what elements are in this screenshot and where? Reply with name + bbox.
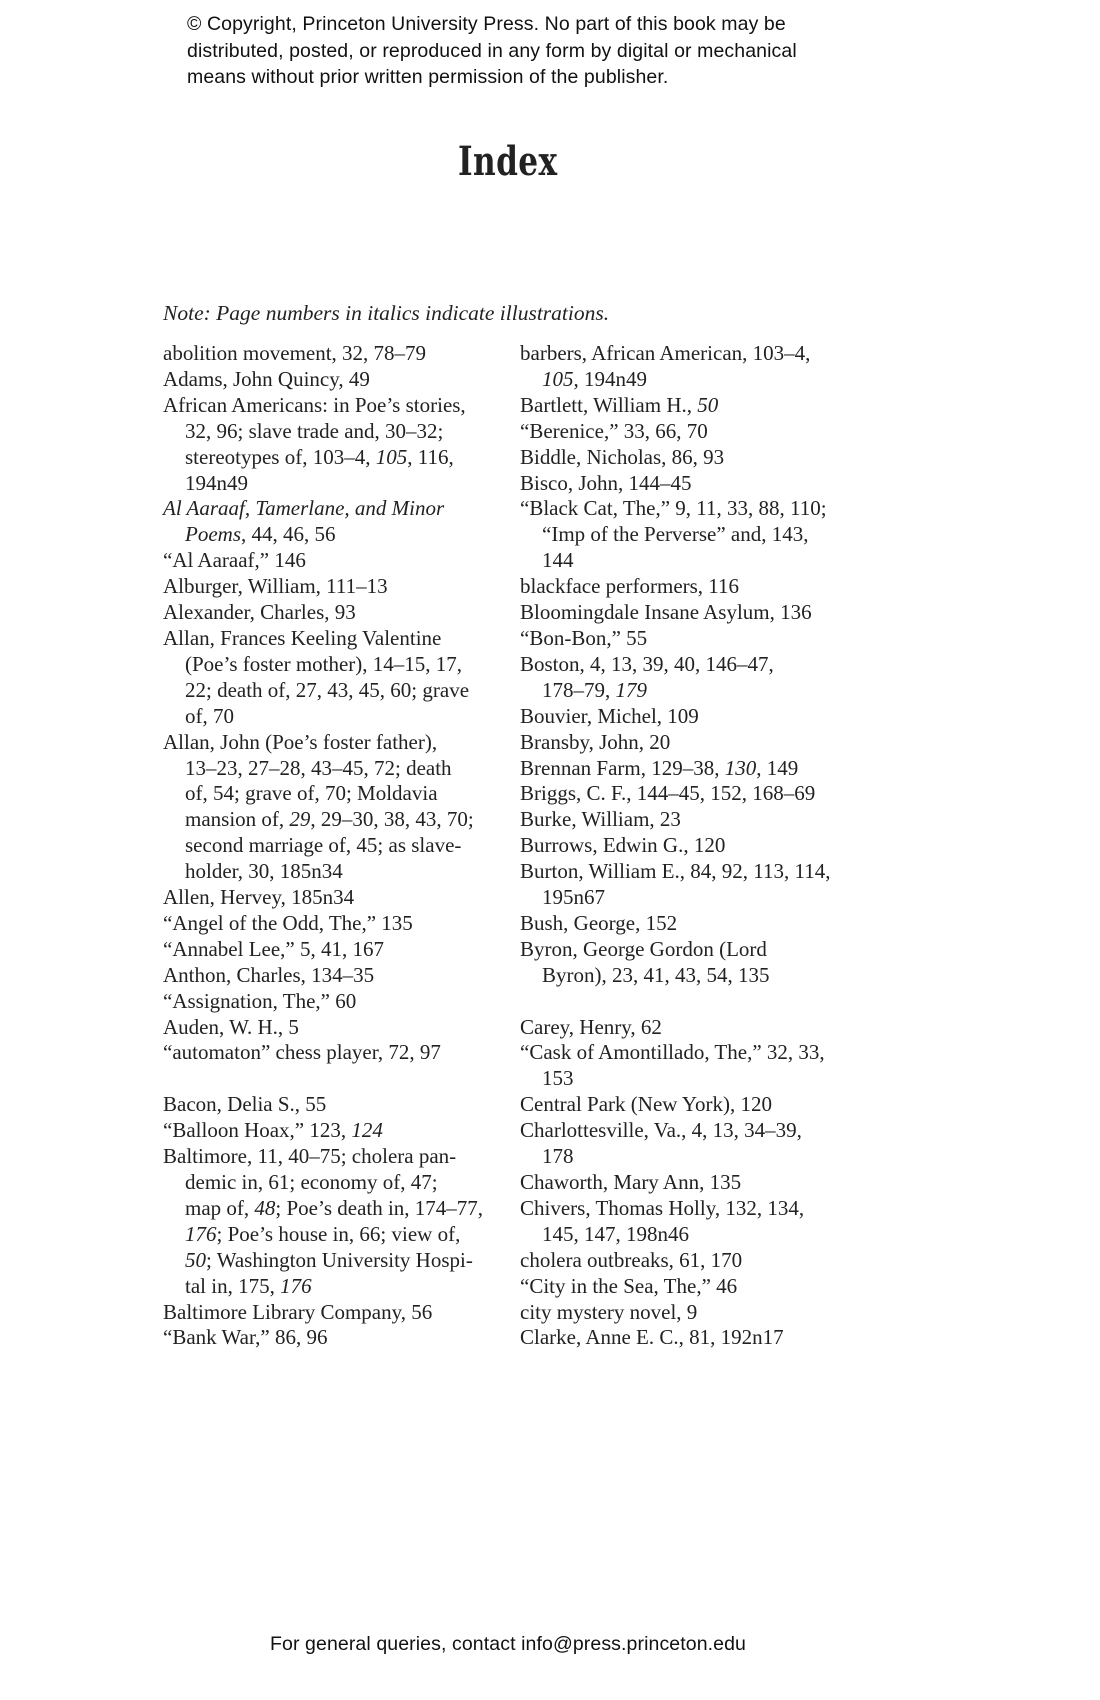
section-gap bbox=[163, 1066, 520, 1092]
index-line: mansion of, 29, 29–30, 38, 43, 70; bbox=[185, 807, 474, 832]
index-line: Bacon, Delia S., 55 bbox=[163, 1092, 327, 1117]
index-line: Poems, 44, 46, 56 bbox=[185, 522, 336, 547]
index-line: 32, 96; slave trade and, 30–32; bbox=[185, 418, 444, 443]
index-line: Central Park (New York), 120 bbox=[520, 1092, 772, 1117]
index-line: “Bank War,” 86, 96 bbox=[163, 1325, 328, 1350]
copyright-line: © Copyright, Princeton University Press. No part of this book may be bbox=[187, 13, 786, 35]
index-line: of, 70 bbox=[185, 703, 234, 728]
index-line: 153 bbox=[542, 1066, 574, 1091]
index-line: Allan, John (Poe’s foster father), bbox=[163, 729, 438, 754]
index-line: Baltimore, 11, 40–75; cholera pan- bbox=[163, 1144, 457, 1169]
index-line: Alburger, William, 111–13 bbox=[163, 574, 388, 599]
index-line: “Al Aaraaf,” 146 bbox=[163, 548, 306, 573]
index-line: 194n49 bbox=[185, 470, 248, 495]
index-line: Anthon, Charles, 134–35 bbox=[163, 962, 375, 987]
index-line: Adams, John Quincy, 49 bbox=[163, 366, 370, 391]
index-line: city mystery novel, 9 bbox=[520, 1299, 698, 1324]
queries-footer: For general queries, contact info@press.princeton.edu bbox=[269, 1633, 747, 1655]
index-line: “Bon-Bon,” 55 bbox=[520, 625, 648, 650]
index-line: “Balloon Hoax,” 123, 124 bbox=[163, 1118, 383, 1143]
index-line: Burton, William E., 84, 92, 113, 114, bbox=[520, 859, 831, 884]
index-line: Byron), 23, 41, 43, 54, 135 bbox=[542, 962, 770, 987]
index-line: “Black Cat, The,” 9, 11, 33, 88, 110; bbox=[520, 496, 827, 521]
index-line: stereotypes of, 103–4, 105, 116, bbox=[185, 444, 454, 469]
index-line: 105, 194n49 bbox=[542, 366, 647, 391]
index-line: Bransby, John, 20 bbox=[520, 729, 671, 754]
index-line: Al Aaraaf, Tamerlane, and Minor bbox=[163, 496, 445, 521]
page-title-text: Index bbox=[458, 138, 558, 185]
section-gap bbox=[520, 989, 893, 1015]
index-line: African Americans: in Poe’s stories, bbox=[163, 392, 466, 417]
index-line: 176; Poe’s house in, 66; view of, bbox=[185, 1221, 461, 1246]
index-line: 195n67 bbox=[542, 885, 605, 910]
italics-note: Note: Page numbers in italics indicate illustrations. bbox=[163, 301, 610, 325]
index-line: Chivers, Thomas Holly, 132, 134, bbox=[520, 1195, 805, 1220]
index-column-right bbox=[520, 341, 893, 1351]
index-line: cholera outbreaks, 61, 170 bbox=[520, 1247, 743, 1272]
index-line: Carey, Henry, 62 bbox=[520, 1014, 662, 1039]
index-line: holder, 30, 185n34 bbox=[185, 859, 343, 884]
index-line: Bouvier, Michel, 109 bbox=[520, 703, 699, 728]
index-line: Charlottesville, Va., 4, 13, 34–39, bbox=[520, 1118, 802, 1143]
index-line: Auden, W. H., 5 bbox=[163, 1014, 299, 1039]
index-line: map of, 48; Poe’s death in, 174–77, bbox=[185, 1195, 484, 1220]
index-line: Chaworth, Mary Ann, 135 bbox=[520, 1169, 742, 1194]
index-line: “Berenice,” 33, 66, 70 bbox=[520, 418, 708, 443]
index-line: Bisco, John, 144–45 bbox=[520, 470, 692, 495]
copyright-line: distributed, posted, or reproduced in any form by digital or mechanical bbox=[187, 39, 797, 62]
index-line: “Imp of the Perverse” and, 143, bbox=[542, 522, 809, 547]
index-line: Boston, 4, 13, 39, 40, 146–47, bbox=[520, 651, 774, 676]
index-line: Bush, George, 152 bbox=[520, 910, 678, 935]
index-line: “Angel of the Odd, The,” 135 bbox=[163, 910, 413, 935]
index-line: 22; death of, 27, 43, 45, 60; grave bbox=[185, 677, 470, 702]
index-line: Briggs, C. F., 144–45, 152, 168–69 bbox=[520, 781, 816, 806]
index-line: abolition movement, 32, 78–79 bbox=[163, 341, 427, 365]
index-line: Clarke, Anne E. C., 81, 192n17 bbox=[520, 1325, 784, 1350]
index-line: Burrows, Edwin G., 120 bbox=[520, 833, 726, 858]
page-title bbox=[163, 138, 853, 185]
index-line: “Annabel Lee,” 5, 41, 167 bbox=[163, 936, 385, 961]
index-line: 178–79, 179 bbox=[542, 677, 647, 702]
index-line: 50; Washington University Hospi- bbox=[185, 1247, 473, 1272]
index-line: (Poe’s foster mother), 14–15, 17, bbox=[185, 651, 463, 676]
index-line: 178 bbox=[542, 1144, 574, 1169]
index-line: tal in, 175, 176 bbox=[185, 1273, 312, 1298]
index-line: Allen, Hervey, 185n34 bbox=[163, 885, 355, 910]
index-line: blackface performers, 116 bbox=[520, 574, 740, 599]
index-line: Brennan Farm, 129–38, 130, 149 bbox=[520, 755, 799, 780]
index-line: Burke, William, 23 bbox=[520, 807, 681, 832]
index-line: barbers, African American, 103–4, bbox=[520, 341, 811, 365]
index-line: 144 bbox=[542, 548, 574, 573]
index-line: of, 54; grave of, 70; Moldavia bbox=[185, 781, 438, 806]
copyright-line: means without prior written permission of the publisher. bbox=[187, 66, 669, 88]
index-line: Bloomingdale Insane Asylum, 136 bbox=[520, 600, 812, 625]
index-line: second marriage of, 45; as slave- bbox=[185, 833, 462, 858]
index-column-left bbox=[163, 341, 520, 1351]
index-line: “Cask of Amontillado, The,” 32, 33, bbox=[520, 1040, 825, 1065]
index-line: “City in the Sea, The,” 46 bbox=[520, 1273, 738, 1298]
index-line: Byron, George Gordon (Lord bbox=[520, 936, 767, 961]
index-line: “automaton” chess player, 72, 97 bbox=[163, 1040, 441, 1065]
index-line: “Assignation, The,” 60 bbox=[163, 988, 357, 1013]
index-line: demic in, 61; economy of, 47; bbox=[185, 1169, 438, 1194]
index-line: Biddle, Nicholas, 86, 93 bbox=[520, 444, 725, 469]
index-line: Bartlett, William H., 50 bbox=[520, 392, 719, 417]
index-line: Alexander, Charles, 93 bbox=[163, 600, 356, 625]
index-columns bbox=[163, 341, 893, 1351]
index-line: 13–23, 27–28, 43–45, 72; death bbox=[185, 755, 452, 780]
index-line: Baltimore Library Company, 56 bbox=[163, 1299, 433, 1324]
copyright-notice bbox=[187, 11, 797, 91]
index-line: Allan, Frances Keeling Valentine bbox=[163, 625, 442, 650]
index-line: 145, 147, 198n46 bbox=[542, 1221, 689, 1246]
